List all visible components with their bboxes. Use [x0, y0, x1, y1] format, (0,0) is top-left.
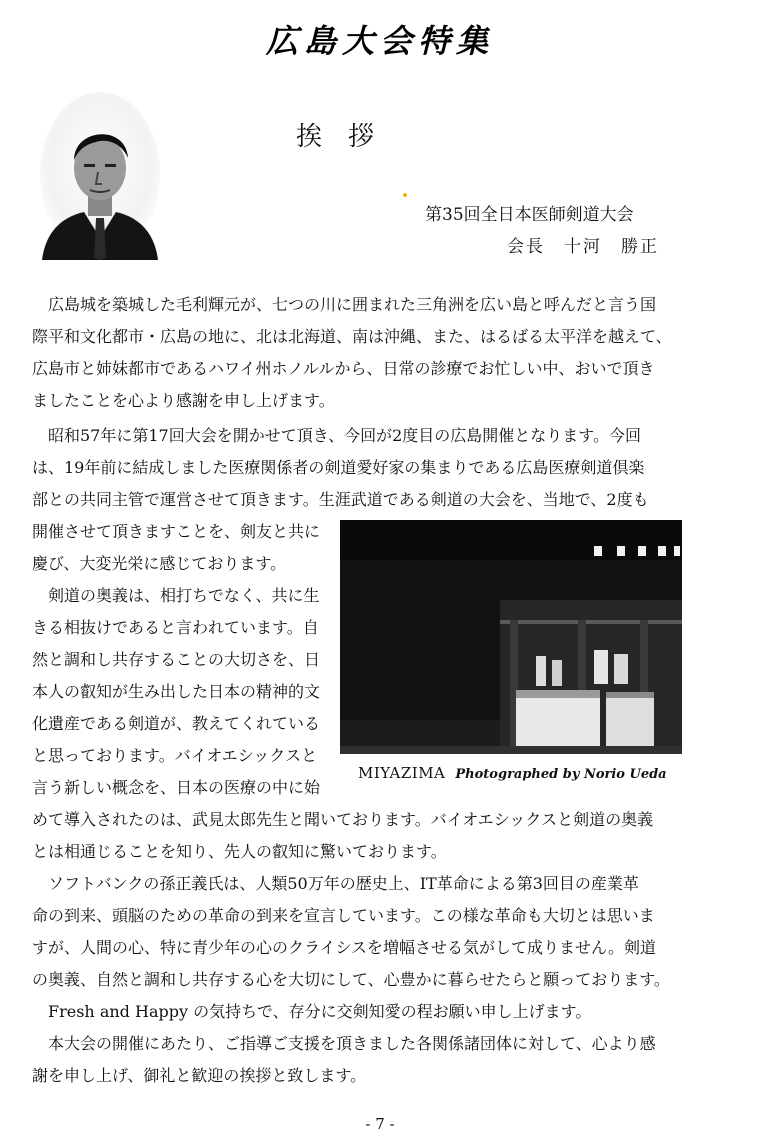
- body-line: すが、人間の心、特に青少年の心のクライシスを増幅させる気がして成りません。剣道: [32, 938, 657, 957]
- body-line: 広島市と姉妹都市であるハワイ州ホノルルから、日常の診療でお忙しい中、おいで頂き: [32, 359, 655, 378]
- body-line: 言う新しい概念を、日本の医療の中に始: [32, 778, 321, 797]
- body-line: 然と調和し共存することの大切さを、日: [32, 650, 321, 669]
- body-line: 謝を申し上げ、御礼と歓迎の挨拶と致します。: [32, 1066, 367, 1085]
- greeting-title: 挨拶: [296, 122, 401, 152]
- author-name: 会長 十河 勝正: [507, 237, 659, 257]
- body-line: 部との共同主管で運営させて頂きます。生涯武道である剣道の大会を、当地で、2度も: [32, 490, 649, 509]
- decorative-dot: [403, 193, 407, 197]
- photo-caption: [358, 764, 667, 782]
- body-line: きる相抜けであると言われています。自: [32, 618, 319, 637]
- body-line: と思っております。バイオエシックスと: [32, 746, 318, 765]
- body-line: Fresh and Happy の気持ちで、存分に交剣知愛の程お願い申し上げます。: [32, 1002, 592, 1021]
- author-portrait: [36, 88, 164, 260]
- body-line: 化遺産である剣道が、教えてくれている: [32, 714, 321, 733]
- caption-title: MIYAZIMA: [358, 764, 446, 782]
- miyajima-photo: [340, 520, 682, 754]
- body-line: ましたことを心より感謝を申し上げます。: [32, 391, 335, 410]
- event-name: 第35回全日本医師剣道大会: [425, 205, 634, 225]
- body-line: 慶び、大変光栄に感じております。: [32, 554, 287, 573]
- body-line: 本人の叡知が生み出した日本の精神的文: [32, 682, 321, 701]
- body-line: ソフトバンクの孫正義氏は、人類50万年の歴史上、IT革命による第3回目の産業革: [32, 874, 639, 893]
- caption-credit: Photographed by Norio Ueda: [455, 767, 667, 782]
- body-line: は、19年前に結成しました医療関係者の剣道愛好家の集まりである広島医療剣道倶楽: [32, 458, 645, 477]
- body-line: 際平和文化都市・広島の地に、北は北海道、南は沖縄、また、はるばる太平洋を越えて、: [32, 327, 672, 346]
- body-line: 命の到来、頭脳のための革命の到来を宣言しています。この様な革命も大切とは思いま: [32, 906, 655, 925]
- body-line: の奥義、自然と調和し共存する心を大切にして、心豊かに暮らせたらと願っております。: [32, 970, 670, 989]
- body-line: 広島城を築城した毛利輝元が、七つの川に囲まれた三角洲を広い島と呼んだと言う国: [32, 295, 657, 314]
- page-number: - 7 -: [365, 1115, 395, 1133]
- body-line: 開催させて頂きますことを、剣友と共に: [32, 522, 321, 541]
- body-line: 昭和57年に第17回大会を開かせて頂き、今回が2度目の広島開催となります。今回: [32, 426, 641, 445]
- page-title: 広島大会特集: [265, 22, 494, 60]
- body-line: 本大会の開催にあたり、ご指導ご支援を頂きました各関係諸団体に対して、心より感: [32, 1034, 656, 1053]
- body-line: めて導入されたのは、武見太郎先生と聞いております。バイオエシックスと剣道の奥義: [32, 810, 654, 829]
- body-line: とは相通じることを知り、先人の叡知に驚いております。: [32, 842, 447, 861]
- body-line: 剣道の奥義は、相打ちでなく、共に生: [32, 586, 320, 605]
